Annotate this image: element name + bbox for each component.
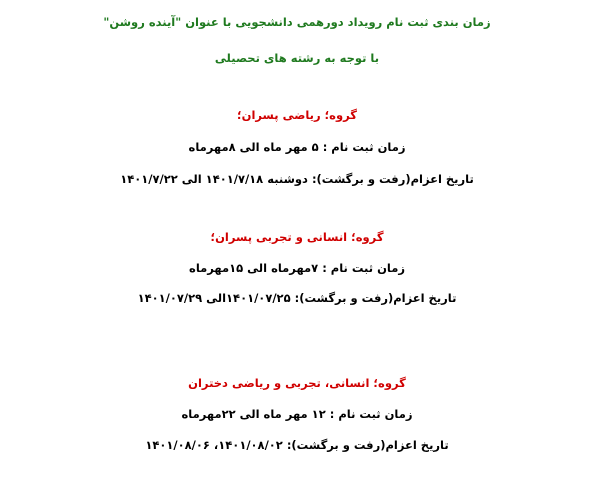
group-heading: گروه؛ ریاضی پسران؛ xyxy=(237,108,357,122)
page-subtitle: با توجه به رشته های تحصیلی xyxy=(214,51,380,65)
dispatch-dates: تاریخ اعزام(رفت و برگشت): ۱۴۰۱/۰۷/۲۵الی ۱۴۰۱/۰۷/۲۹ xyxy=(137,291,457,305)
registration-period: زمان ثبت نام : ۷مهرماه الی ۱۵مهرماه xyxy=(189,261,405,275)
registration-period: زمان ثبت نام : ۱۲ مهر ماه الی ۲۲مهرماه xyxy=(181,407,413,421)
group-heading: گروه؛ انسانی، تجربی و ریاضی دختران xyxy=(188,376,406,390)
dispatch-dates: تاریخ اعزام(رفت و برگشت): ۱۴۰۱/۰۸/۰۲، ۱۴۰۱/۰۸/۰۶ xyxy=(145,438,449,452)
group-heading: گروه؛ انسانی و تجربی پسران؛ xyxy=(210,230,384,244)
page-title: زمان بندی ثبت نام رویداد دورهمی دانشجویی با عنوان "آینده روشن" xyxy=(103,15,491,29)
dispatch-dates: تاریخ اعزام(رفت و برگشت): دوشنبه ۱۴۰۱/۷/۱۸ الی ۱۴۰۱/۷/۲۲ xyxy=(120,172,474,186)
registration-period: زمان ثبت نام : ۵ مهر ماه الی ۸مهرماه xyxy=(188,140,406,154)
